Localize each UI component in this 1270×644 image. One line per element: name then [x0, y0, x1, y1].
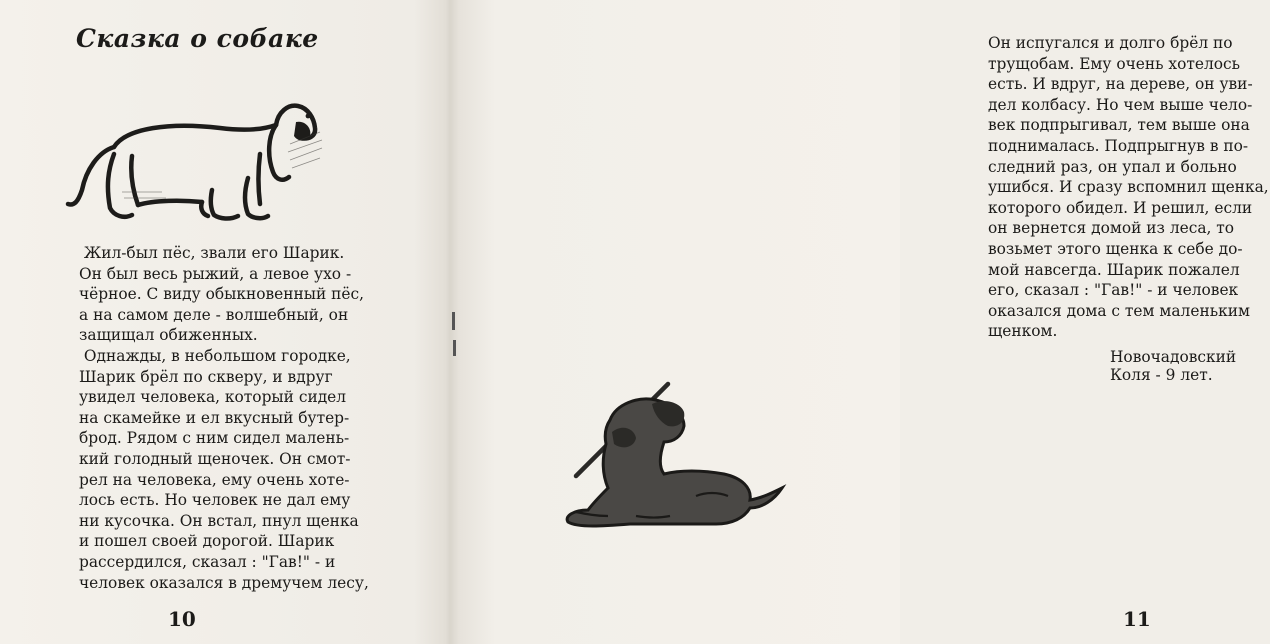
story-text-left: [79, 243, 371, 593]
story-title: Сказка о собаке: [76, 24, 319, 53]
story-text-right: [988, 33, 1270, 342]
left-page: [0, 0, 448, 644]
dog-illustration-right: [556, 376, 784, 540]
paragraph: Жил-был пёс, звали его Шарик. Он был весь рыжий, а левое ухо - чёрное. С виду обыкновенный пёс, а на самом деле - волшебный, он защищал обиженных.: [79, 244, 365, 345]
right-page: [452, 0, 1269, 644]
page-number: 11: [1123, 607, 1151, 631]
dog-illustration-left: [62, 92, 324, 228]
paragraph: Однажды, в небольшом городке, Шарик брёл по скверу, и вдруг увидел человека, который сидел на скамейке и ел вкусный бутер- брод. Рядом с ним сидел малень- кий голодный щеночек. Он смот- рел на человека, ему очень хоте- лось есть. Но человек не дал ему ни кусочка. Он встал, пнул щенка и пошел своей дорогой. Шарик рассердился, сказал : "Гав!" - и человек оказался в дремучем лесу,: [79, 346, 369, 592]
page-number: 10: [168, 607, 196, 631]
paragraph: Он испугался и долго брёл по трущобам. Ему очень хотелось есть. И вдруг, на дереве, он уви- дел колбасу. Но чем выше чело- век подпрыгивал, тем выше она поднималась. Подпрыгнув в по- следний раз, он упал и больно ушибся. И сразу вспомнил щенка, которого обидел. И решил, если он вернется домой из леса, то возьмет этого щенка к себе до- мой навсегда. Шарик пожалел его, сказал : "Гав!" - и человек оказался дома с тем маленьким щенком.: [988, 34, 1269, 341]
author-credit: Новочадовский Коля - 9 лет.: [1110, 348, 1237, 384]
